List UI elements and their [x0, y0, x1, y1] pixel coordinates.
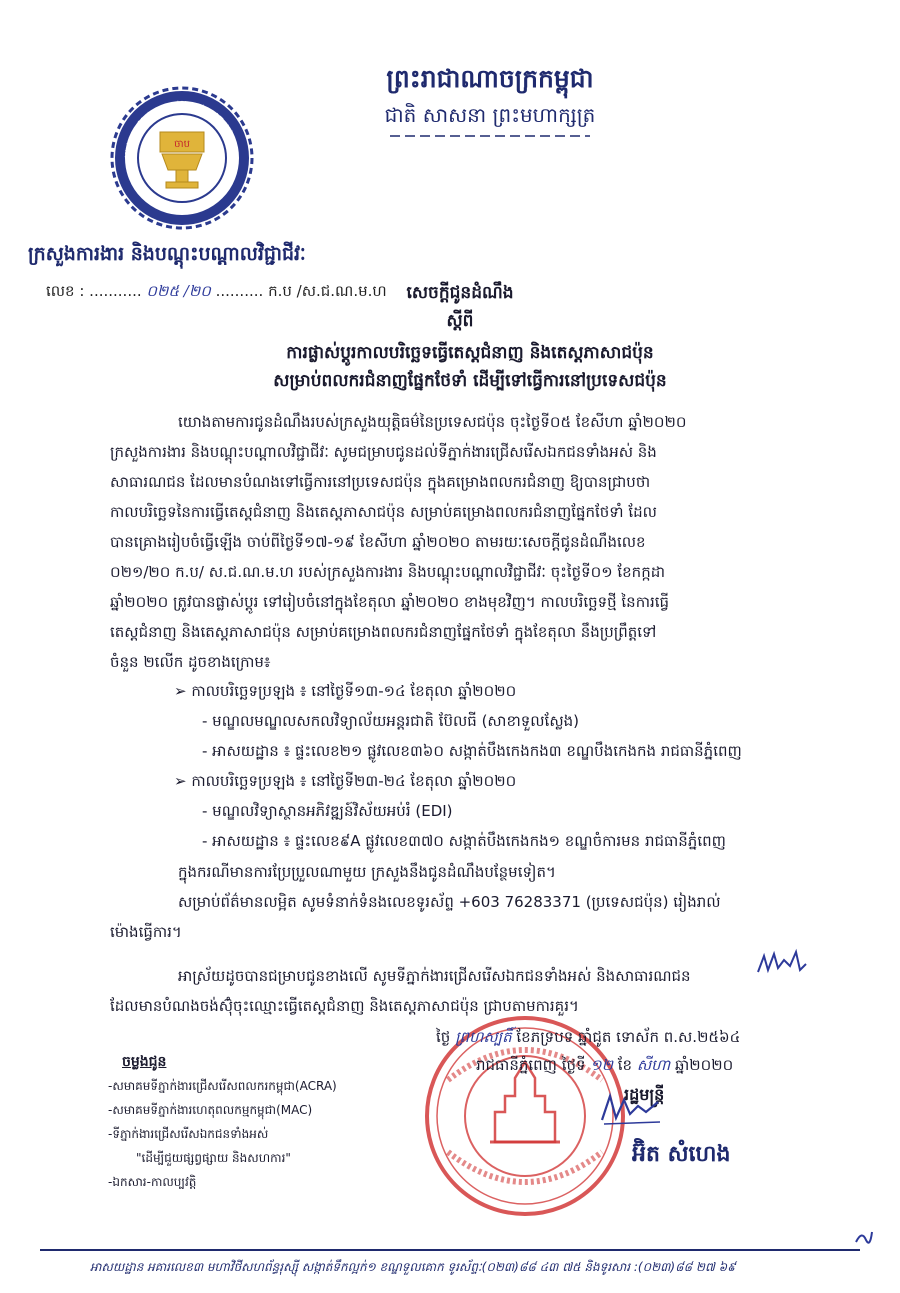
solar-year: ឆ្នាំ២០២០ — [674, 1056, 734, 1074]
body-line-8: តេស្ដជំនាញ និងតេស្ដភាសាជប៉ុន សម្រាប់គម្រោងពលករជំនាញផ្នែកថែទាំ ក្នុងខែតុលា នឹងប្រព្រឹត្តទៅ — [110, 623, 657, 641]
notice-title: សេចក្ដីជូនដំណឹង — [406, 283, 514, 303]
subject-line-1: ការផ្លាស់ប្ដូរកាលបរិច្ឆេទធ្វើតេស្ដជំនាញ និងតេស្ដភាសាជប៉ុន — [286, 343, 654, 363]
cc-item: "ដើម្បីជួយផ្សព្វផ្សាយ និងសហការ" — [136, 1151, 291, 1165]
reference-number — [46, 282, 387, 304]
kingdom-heading: ព្រះរាជាណាចក្រកម្ពុជា — [386, 64, 594, 93]
contact-line-2: ម៉ោងធ្វើការ។ — [110, 923, 182, 941]
closing-line-2: ដែលមានបំណងចង់ស៊ុំចុះឈ្មោះធ្វើតេស្ដជំនាញ និងតេស្ដភាសាជប៉ុន ជ្រាបតាមការគួរ។ — [110, 997, 579, 1015]
logo-ring-text: Ministry of Labour and Vocational Training — [123, 99, 238, 159]
body-line-6: ០២១/២០ ក.ប/ ស.ជ.ណ.ម.ហ របស់ក្រសួងការងារ និងបណ្ដុះបណ្ដាលវិជ្ជាជីវៈ ចុះថ្ងៃទី០១ ខែកក្កដា — [110, 563, 665, 581]
session-1-venue: - មណ្ឌលមណ្ឌលសកលវិទ្យាល័យអន្តរជាតិ ប៊ែលធី (សាខាទួលស្លែង) — [202, 712, 579, 730]
cc-title: ចម្លងជូន — [122, 1054, 167, 1070]
body-line-7: ឆ្នាំ២០២០ ត្រូវបានផ្លាស់ប្ដូរ ទៅរៀបចំនៅក្នុងខែតុលា ឆ្នាំ២០២០ ខាងមុខវិញ។ កាលបរិច្ឆេទថ្មី នៃការធ្វើ — [110, 593, 670, 611]
reference-dots-right: .......... — [215, 282, 264, 300]
about-label: ស្ដីពី — [446, 311, 474, 331]
reference-year: /២០ — [183, 282, 211, 300]
session-2-address: - អាសយដ្ឋាន ៖ ផ្ទះលេខ៩A ផ្លូវលេខ៣៧០ សង្កាត់បឹងកេងកង១ ខណ្ឌចំការមន រាជធានីភ្នំពេញ — [202, 832, 726, 850]
page-mark-icon — [852, 1226, 876, 1250]
ornament-divider-icon — [390, 132, 590, 140]
ministry-logo — [108, 84, 256, 232]
body-line-3: សាធារណជន ដែលមានបំណងទៅធ្វើការនៅប្រទេសជប៉ុន ក្នុងគម្រោងពលករជំនាញ ឱ្យបានជ្រាបថា — [110, 473, 651, 491]
body-line-4: កាលបរិច្ឆេទនៃការធ្វើតេស្ដជំនាញ និងតេស្ដភាសាជប៉ុន សម្រាប់គម្រោងពលករជំនាញផ្នែកថែទាំ ដែល — [110, 503, 657, 521]
body-line-2: ក្រសួងការងារ និងបណ្ដុះបណ្ដាលវិជ្ជាជីវៈ សូមជម្រាបជូនដល់ទីភ្នាក់ងារជ្រើសរើសឯកជនទាំងអស់ និង — [110, 443, 657, 461]
solar-month: សីហា — [636, 1056, 671, 1074]
lunar-date — [436, 1028, 740, 1050]
solar-month-prefix: ខែ — [617, 1056, 633, 1074]
minister-title: រដ្ឋមន្ត្រី — [624, 1085, 665, 1104]
solar-day: ១២ — [590, 1056, 614, 1074]
subject-line-2: សម្រាប់ពលករជំនាញផ្នែកថែទាំ ដើម្បីទៅធ្វើការនៅប្រទេសជប៉ុន — [273, 371, 667, 391]
body-line-9: ចំនួន ២លើក ដូចខាងក្រោម៖ — [110, 653, 271, 671]
ministry-name: ក្រសួងការងារ និងបណ្ដុះបណ្ដាលវិជ្ជាជីវៈ — [28, 243, 306, 265]
minister-signature-icon — [596, 1088, 666, 1128]
lunar-day: ព្រហស្បតិ៍ — [455, 1028, 512, 1046]
change-note: ក្នុងករណីមានការប្រែប្រួលណាមួយ ក្រសួងនឹងជូនដំណឹងបន្ថែមទៀត។ — [178, 863, 556, 881]
body-line-5: បានគ្រោងរៀបចំធ្វើឡើង ចាប់ពីថ្ងៃទី១៧-១៩ ខែសីហា ឆ្នាំ២០២០ តាមរយៈសេចក្ដីជូនដំណឹងលេខ — [110, 533, 646, 551]
session-1-label: កាលបរិច្ឆេទប្រឡង ៖ នៅថ្ងៃទី១៣-១៤ ខែតុលា ឆ្នាំ២០២០ — [191, 682, 517, 700]
svg-text:ចាប: ចាប — [174, 139, 190, 150]
footer-address: អាសយដ្ឋាន អគារលេខ៣ មហាវិថីសហព័ន្ធរុស្ស៊ី សង្កាត់ទឹកល្អក់១ ខណ្ឌទួលគោក ទូរស័ព្ទៈ(០២៣)៨៨ ៤៣ ៧៥ និងទូរសារ :(០២៣)៨៨ ២៧ ៦៩ — [90, 1260, 736, 1274]
session-2-label: កាលបរិច្ឆេទប្រឡង ៖ នៅថ្ងៃទី២៣-២៤ ខែតុលា ឆ្នាំ២០២០ — [191, 772, 517, 790]
solar-date — [476, 1056, 733, 1078]
reference-dots-left: ........... — [89, 282, 142, 300]
reference-office-code: /ស.ជ.ណ.ម.ហ — [296, 282, 387, 300]
closing-line-1: អាស្រ័យដូចបានជម្រាបជូនខាងលើ សូមទីភ្នាក់ងារជ្រើសរើសឯកជនទាំងអស់ និងសាធារណជន — [178, 967, 691, 985]
session-1-bullet — [174, 682, 516, 704]
cc-item: -ឯកសារ-កាលប្បវត្តិ — [108, 1175, 197, 1189]
arrow-bullet-icon: ➢ — [174, 772, 187, 790]
reference-label: លេខ : — [46, 282, 85, 300]
contact-line-1: សម្រាប់ព័ត៌មានលម្អិត សូមទំនាក់ទំនងលេខទូរស័ព្ទ +603 76283371 (ប្រទេសជប៉ុន) រៀងរាល់ — [178, 893, 721, 911]
cc-item: -សមាគមទីភ្នាក់ងារជ្រើសរើសពលករកម្ពុជា(ACRA) — [108, 1079, 337, 1093]
reference-office: ក.ប — [268, 282, 292, 300]
initial-signature-icon — [754, 946, 810, 982]
session-2-venue: - មណ្ឌលវិទ្យាស្ថានអភិវឌ្ឍន៍វិស័យអប់រំ (EDI) — [202, 802, 453, 820]
cc-item: -សមាគមទីភ្នាក់ងារហេតុពលកម្មកម្ពុជា(MAC) — [108, 1103, 313, 1117]
arrow-bullet-icon: ➢ — [174, 682, 187, 700]
lunar-date-prefix: ថ្ងៃ — [436, 1028, 451, 1046]
national-motto: ជាតិ សាសនា ព្រះមហាក្សត្រ — [384, 103, 596, 127]
lunar-year: ឆ្នាំជូត ទោស័ក ព.ស.២៥៦៤ — [578, 1028, 741, 1046]
footer-divider — [40, 1249, 860, 1251]
cc-item: -ទីភ្នាក់ងារជ្រើសរើសឯកជនទាំងអស់ — [108, 1127, 269, 1141]
lunar-month: ខែភទ្របទ — [516, 1028, 574, 1046]
session-1-address: - អាសយដ្ឋាន ៖ ផ្ទះលេខ២១ ផ្លូវលេខ៣៦០ សង្កាត់បឹងកេងកង៣ ខណ្ឌបឹងកេងកង រាជធានីភ្នំពេញ — [202, 742, 742, 760]
reference-number-value: ០២៥ — [146, 282, 179, 300]
session-2-bullet — [174, 772, 516, 794]
minister-name: អ៊ិត សំហេង — [632, 1142, 731, 1167]
body-line-1: យោងតាមការជូនដំណឹងរបស់ក្រសួងយុត្តិធម៌នៃប្រទេសជប៉ុន ចុះថ្ងៃទី០៥ ខែសីហា ឆ្នាំ២០២០ — [178, 413, 687, 431]
solar-date-prefix: រាជធានីភ្នំពេញ ថ្ងៃទី — [476, 1056, 586, 1074]
